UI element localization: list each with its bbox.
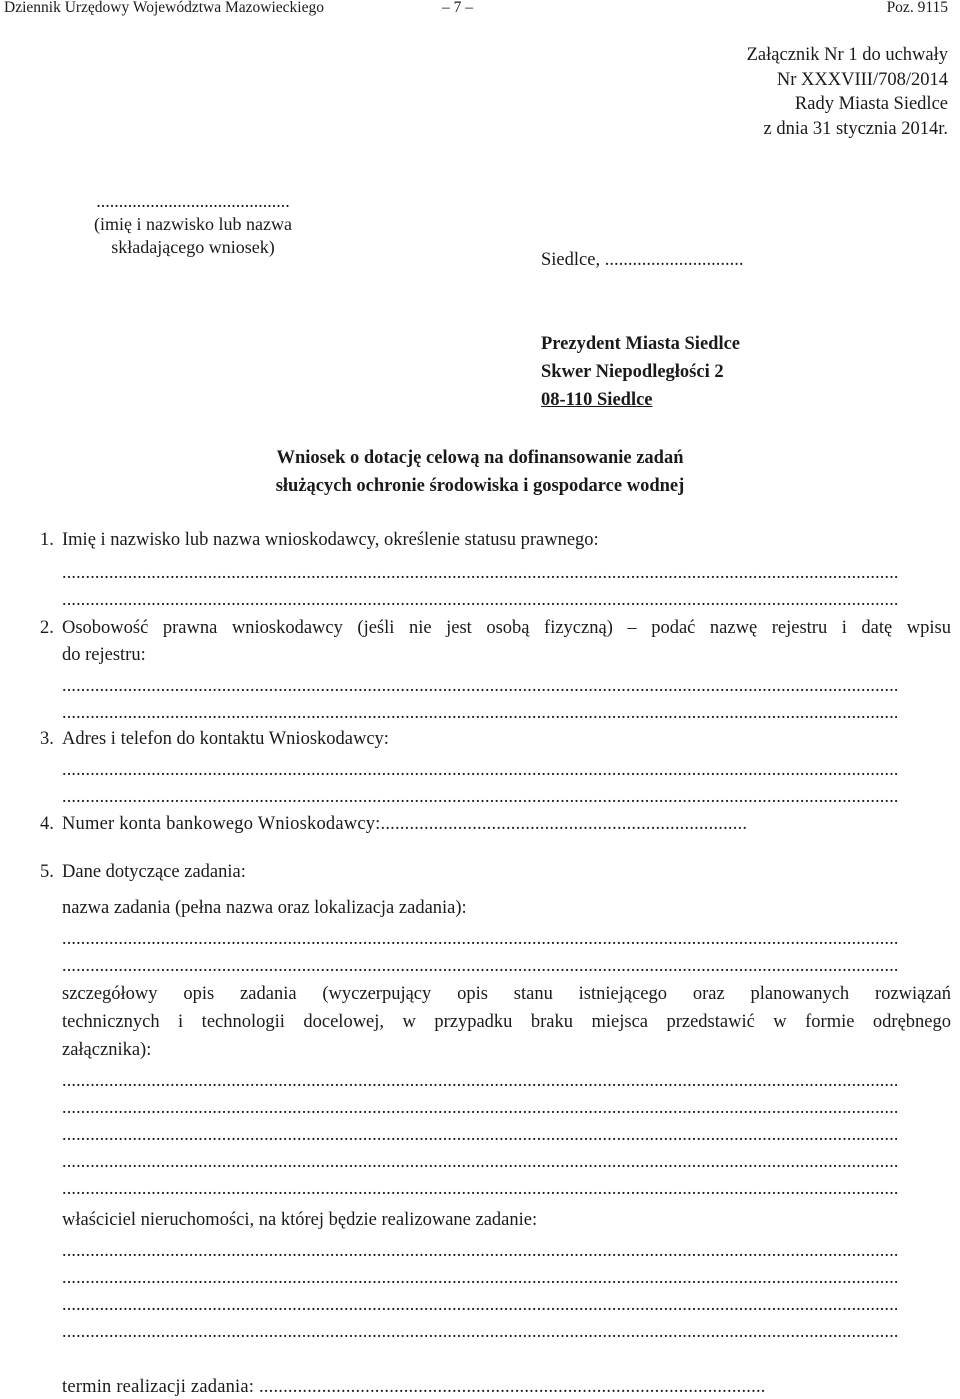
item-2-label: Osobowość prawna wnioskodawcy (jeśli nie jest osobą fizyczną) – podać nazwę rejestru i datę wpisu xyxy=(62,618,951,638)
sender-caption-2: składającego wniosek) xyxy=(111,237,275,257)
fill-line: .................................................................................................................................................................................. xyxy=(62,1295,899,1313)
item-3-number: 3. xyxy=(40,729,54,749)
fill-line: .................................................................................................................................................................................. xyxy=(62,703,899,721)
form-title-line-2: służących ochronie środowiska i gospodarce wodnej xyxy=(275,476,685,496)
task-description-line-2: technicznych i technologii docelowej, w przypadku braku miejsca przedstawić w formie odrębnego xyxy=(62,1012,951,1032)
position-number: Poz. 9115 xyxy=(886,0,948,16)
owner-label: właściciel nieruchomości, na której będzie realizowane zadanie: xyxy=(62,1210,538,1230)
sender-block xyxy=(58,190,328,259)
recipient-line-2: Skwer Niepodległości 2 xyxy=(541,362,724,382)
item-1-label: Imię i nazwisko lub nazwa wnioskodawcy, określenie statusu prawnego: xyxy=(62,530,599,550)
fill-line: .................................................................................................................................................................................. xyxy=(62,1268,899,1286)
task-name-label: nazwa zadania (pełna nazwa oraz lokalizacja zadania): xyxy=(62,898,467,918)
place-date: Siedlce, .............................. xyxy=(541,250,744,270)
fill-line: .................................................................................................................................................................................. xyxy=(62,1152,899,1170)
form-title-line-1: Wniosek o dotację celową na dofinansowanie zadań xyxy=(276,448,684,468)
item-1-number: 1. xyxy=(40,530,54,550)
fill-line: .................................................................................................................................................................................. xyxy=(62,929,899,947)
fill-line: .................................................................................................................................................................................. xyxy=(62,1179,899,1197)
item-5-number: 5. xyxy=(40,862,54,882)
task-description-line-3: załącznika): xyxy=(62,1040,152,1060)
attachment-line-1: Załącznik Nr 1 do uchwały xyxy=(746,45,948,65)
recipient-line-3: 08-110 Siedlce xyxy=(541,390,653,410)
item-2-number: 2. xyxy=(40,618,54,638)
fill-line: .................................................................................................................................................................................. xyxy=(62,563,899,581)
fill-line: .................................................................................................................................................................................. xyxy=(62,1322,899,1340)
attachment-line-4: z dnia 31 stycznia 2014r. xyxy=(763,118,948,139)
deadline-label: termin realizacji zadania: ......................................................................................................... xyxy=(62,1378,766,1397)
page-number: – 7 – xyxy=(442,0,473,16)
attachment-line-2: Nr XXXVIII/708/2014 xyxy=(776,69,948,90)
fill-line: .................................................................................................................................................................................. xyxy=(62,956,899,974)
attachment-block xyxy=(747,43,948,141)
item-5-label: Dane dotyczące zadania: xyxy=(62,862,246,882)
item-2-label-cont: do rejestru: xyxy=(62,645,146,665)
journal-title: Dziennik Urzędowy Województwa Mazowieckiego xyxy=(4,0,324,16)
fill-line: .................................................................................................................................................................................. xyxy=(62,1241,899,1259)
fill-line: .................................................................................................................................................................................. xyxy=(62,1071,899,1089)
fill-line: .................................................................................................................................................................................. xyxy=(62,1125,899,1143)
item-4-label: Numer konta bankowego Wnioskodawcy:............................................................................ xyxy=(62,815,748,834)
sender-caption-1: (imię i nazwisko lub nazwa xyxy=(94,214,292,234)
recipient-line-1: Prezydent Miasta Siedlce xyxy=(541,334,741,354)
task-description-line-1: szczegółowy opis zadania (wyczerpujący opis stanu istniejącego oraz planowanych rozwiązań xyxy=(62,984,951,1004)
item-3-label: Adres i telefon do kontaktu Wnioskodawcy: xyxy=(62,729,389,749)
attachment-line-3: Rady Miasta Siedlce xyxy=(794,94,948,114)
item-4-number: 4. xyxy=(40,814,54,834)
fill-line: .................................................................................................................................................................................. xyxy=(62,676,899,694)
fill-line: .................................................................................................................................................................................. xyxy=(62,760,899,778)
fill-line: .................................................................................................................................................................................. xyxy=(62,1098,899,1116)
sender-dots: ........................................... xyxy=(96,191,290,211)
fill-line: .................................................................................................................................................................................. xyxy=(62,787,899,805)
fill-line: .................................................................................................................................................................................. xyxy=(62,590,899,608)
